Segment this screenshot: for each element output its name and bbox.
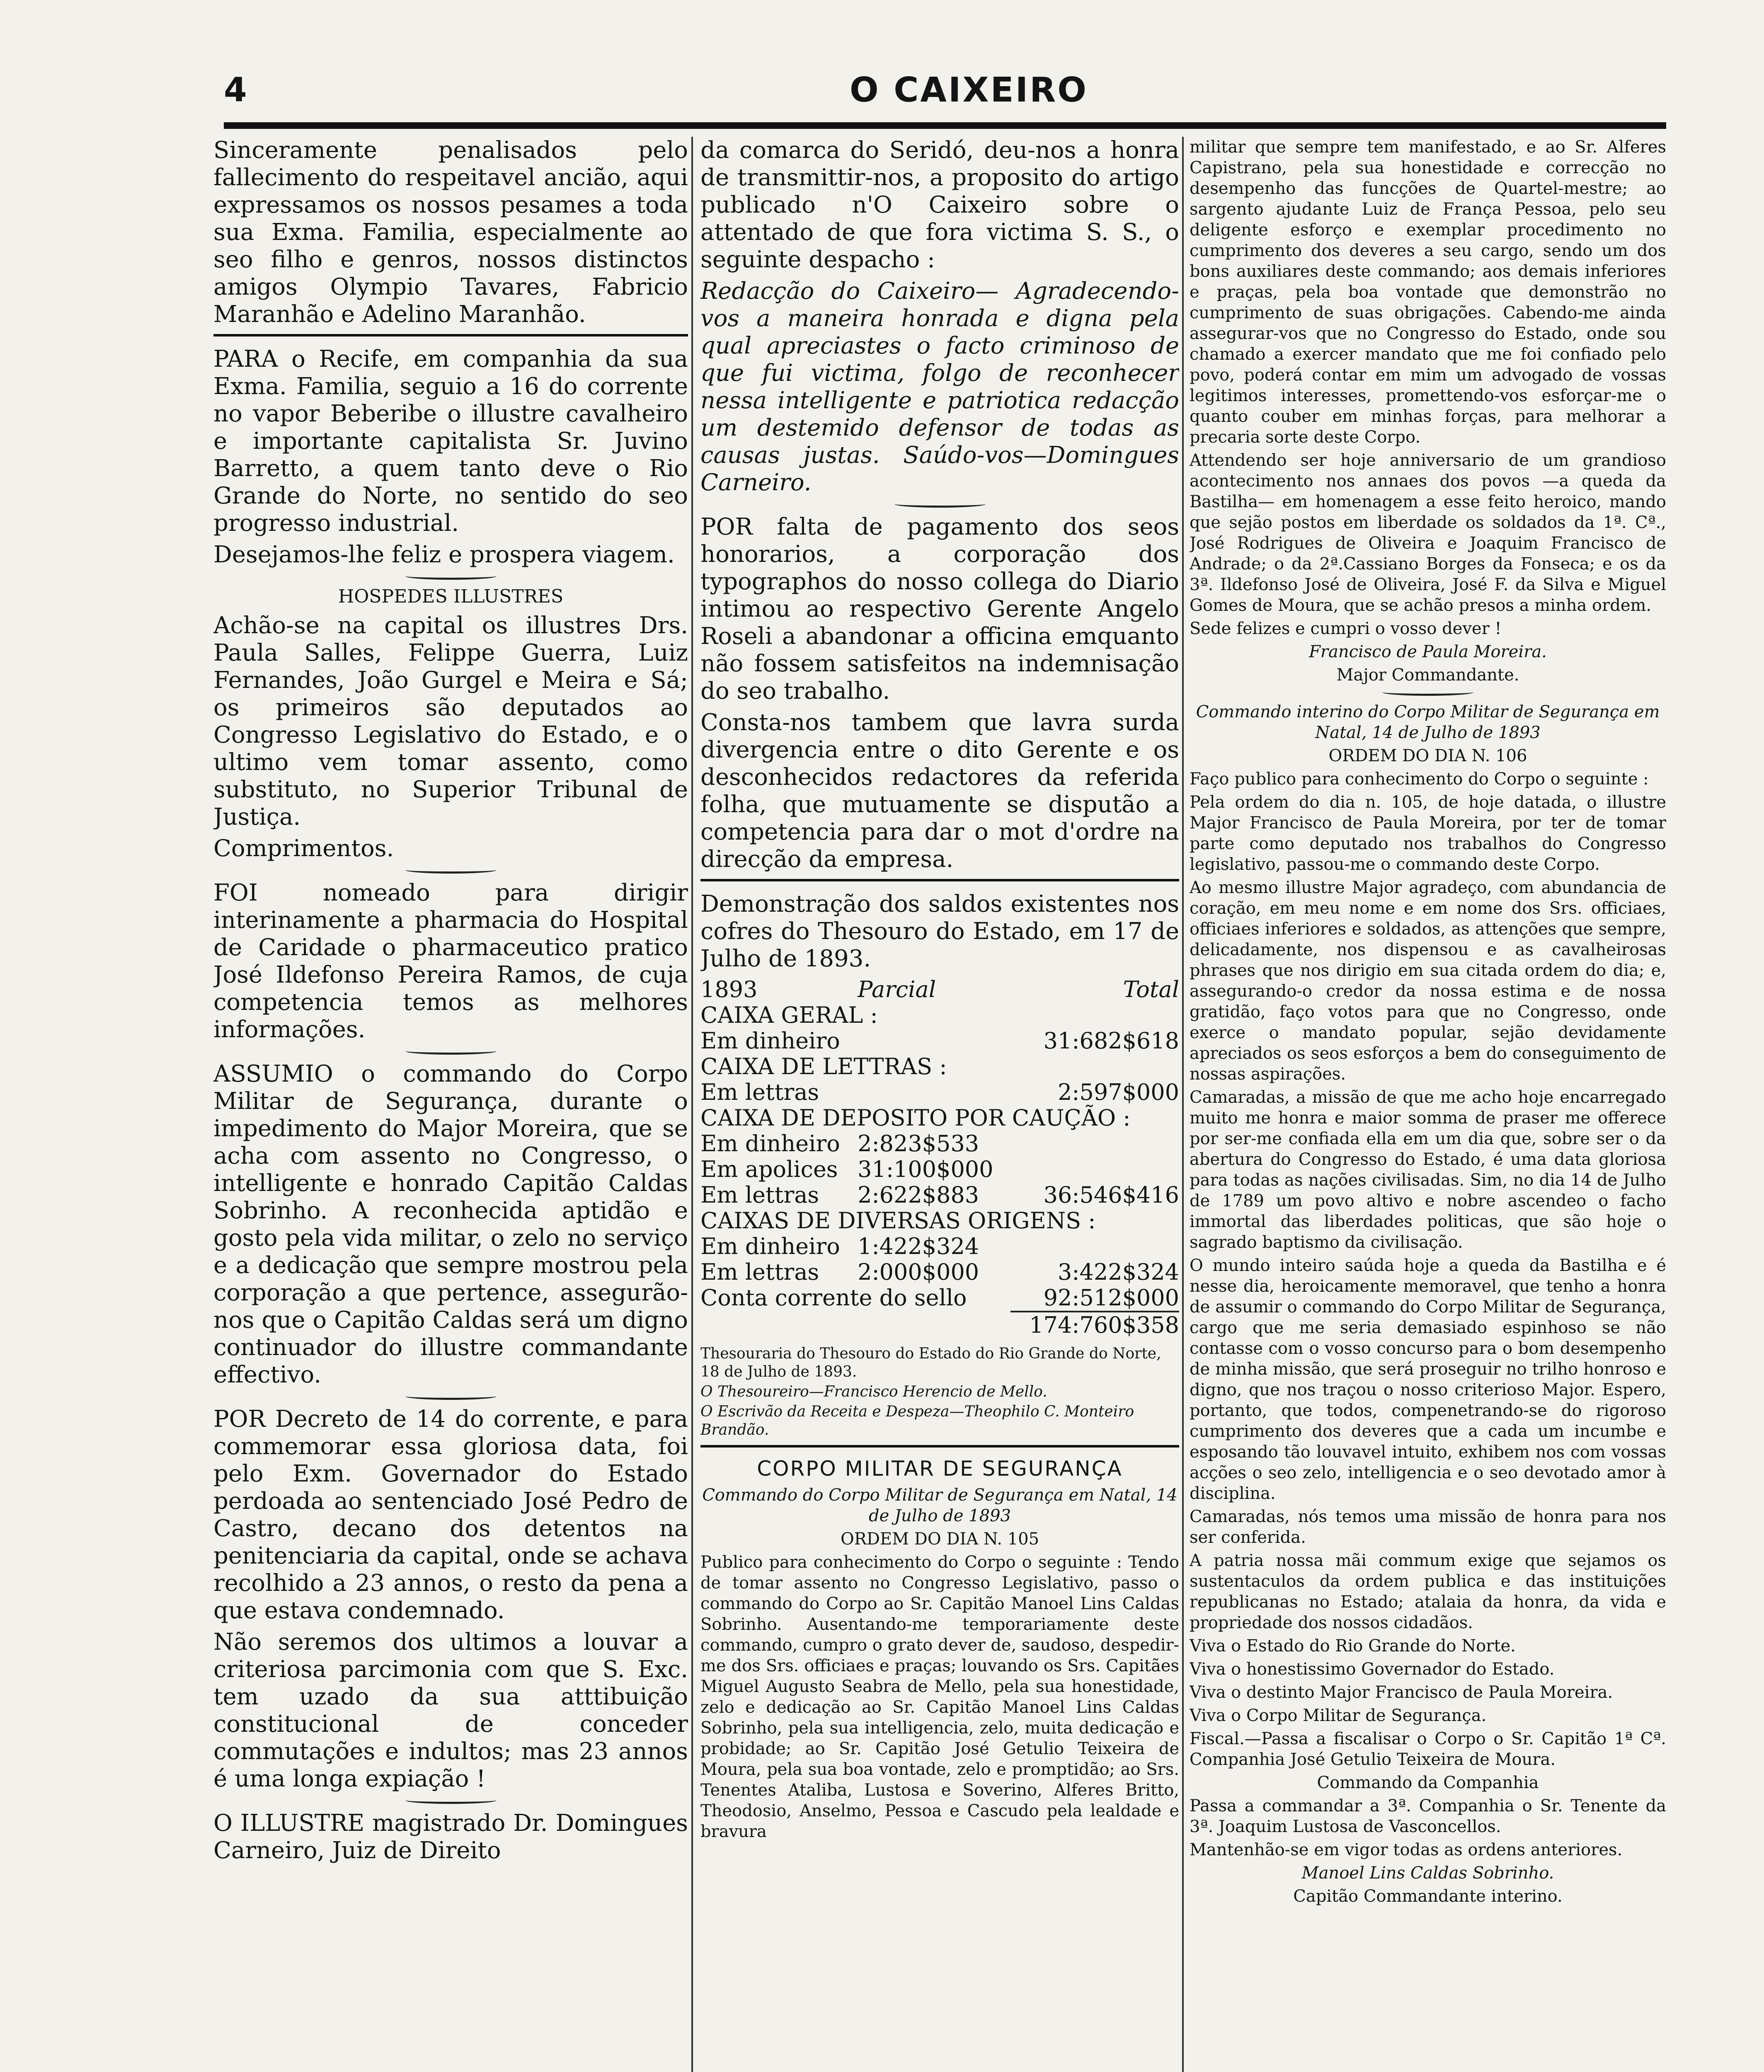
ornament-divider xyxy=(405,1797,497,1804)
table-row xyxy=(700,1157,1179,1182)
clerk-signature: O Escrivão da Receita e Despeza—Theophilo C. Monteiro Brandão. xyxy=(700,1403,1134,1438)
table-row xyxy=(700,1234,1179,1259)
table-cell: 1:422$324 xyxy=(858,1233,979,1259)
compliments-paragraph: Comprimentos. xyxy=(213,835,394,862)
separator xyxy=(700,879,1179,881)
table-cell: 1893 xyxy=(700,976,758,1002)
table-row xyxy=(700,1259,1179,1285)
travel-paragraph: PARA o Recife, em companhia da sua Exma. Familia, seguio a 16 do corrente no vapor Beberibe o illustre cavalheiro e importante capitalista Sr. Juvino Barretto, a quem tanto deve o Rio Grande do Norte, no sentido do seo progresso industrial. xyxy=(213,346,688,537)
signature: Manoel Lins Caldas Sobrinho. xyxy=(1301,1864,1554,1883)
order-intro: Faço publico para conhecimento do Corpo o seguinte : xyxy=(1190,770,1649,789)
praise-paragraph: Não seremos dos ultimos a louvar a criteriosa parcimonia com que S. Exc. tem uzado da sua atttibuição constitucional de conceder commutações e indultos; mas 23 annos é uma longa expiação ! xyxy=(213,1629,688,1792)
order-paragraph: Pela ordem do dia n. 105, de hoje datada, o illustre Major Francisco de Paula Moreira, por ter de tomar parte como deputado nos trabalhos do Congresso legislativo, passou-me o commando deste Corpo. xyxy=(1190,793,1666,874)
table-row xyxy=(700,1054,1179,1080)
ornament-divider xyxy=(405,1048,497,1055)
order-text: Publico para conhecimento do Corpo o seguinte : Tendo de tomar assento no Congresso Legislativo, passo o commando do Corpo ao Sr. Capitão Manoel Lins Caldas Sobrinho. Ausentando-me temporariamente deste commando, cumpro o grato dever de, saudoso, despedir-me dos Srs. officiaes e praças; louvando os Srs. Capitães Miguel Augusto Seabra de Mello, pela sua honestidade, zelo e dedicação ao Sr. Capitão Manoel Lins Caldas Sobrinho, pela sua intelligencia, zelo, muita dedicação e probidade; ao Sr. Capitão José Getulio Teixeira de Moura, pela sua boa vontade, zelo e promptidão; ao Srs. Tenentes Ataliba, Lustosa e Soverino, Alferes Britto, Theodosio, Anselmo, Pessoa e Cascudo pela lealdade e bravura xyxy=(700,1553,1179,1841)
table-cell: 2:597$000 xyxy=(1057,1079,1179,1105)
table-cell: Conta corrente do sello xyxy=(700,1285,967,1311)
table-cell: 2:000$000 xyxy=(858,1259,979,1285)
treasury-note: Thesouraria do Thesouro do Estado do Rio Grande do Norte, 18 de Julho de 1893. xyxy=(700,1345,1161,1380)
table-cell: CAIXA DE DEPOSITO POR CAUÇÃO : xyxy=(700,1105,1131,1131)
ornament-divider xyxy=(894,501,986,508)
orders-paragraph: Mantenhão-se em vigor todas as ordens anteriores. xyxy=(1190,1840,1623,1859)
order-paragraph: O mundo inteiro saúda hoje a queda da Bastilha e é nesse dia, heroicamente memoravel, que tenho a honra de assumir o commando do Corpo Militar de Segurança, cargo que me seria demasiado espinhoso se não contasse com o vosso concurso para o bom desempenho de minha missão, que será proseguir no trilho honroso e digno, que nos traçou o nosso criterioso Major. Espero, portanto, que todos, compenetrando-se do rigoroso cumprimento dos deveres que a cada um incumbe e esposando tão louvavel intuito, exhibem nos com vossas acções o seo zelo, intelligencia e o seo devotado amor à disciplina. xyxy=(1190,1256,1666,1503)
section-heading: CORPO MILITAR DE SEGURANÇA xyxy=(757,1457,1123,1481)
company-paragraph: Passa a commandar a 3ª. Companhia o Sr. Tenente da 3ª. Joaquim Lustosa de Vasconcellos. xyxy=(1190,1796,1666,1836)
table-row xyxy=(700,1105,1179,1131)
wishes-paragraph: Desejamos-lhe feliz e prospera viagem. xyxy=(213,541,675,568)
signature-title: Major Commandante. xyxy=(1336,666,1519,685)
table-row xyxy=(700,1312,1179,1338)
table-cell: Em lettras xyxy=(700,1079,819,1105)
header-rule xyxy=(224,122,1666,129)
bastille-paragraph: Attendendo ser hoje anniversario de um grandioso acontecimento nos annaes dos povos —a queda da Bastilha— em homenagem a esse feito heroico, mando que sejão postos em liberdade os soldados da 1ª. Cª., José Rodrigues de Oliveira e Joaquim Francisco de Andrade; o da 2ª.Cassiano Borges da Fonseca; e os da 3ª. Ildefonso José de Oliveira, José F. da Silva e Miguel Gomes de Moura, que se achão presos a minha ordem. xyxy=(1190,451,1666,615)
separator xyxy=(700,1445,1179,1447)
cheer-line: Viva o Estado do Rio Grande do Norte. xyxy=(1190,1636,1516,1656)
table-cell: CAIXA DE LETTRAS : xyxy=(700,1053,947,1080)
table-row xyxy=(700,1002,1179,1028)
ornament-divider xyxy=(405,1393,497,1400)
command-paragraph: ASSUMIO o commando do Corpo Militar de Segurança, durante o impedimento do Major Moreira, que se acha com assento no Congresso, o intelligente e honrado Capitão Caldas Sobrinho. A reconhecida aptidão e gosto pela vida militar, o zelo no serviço e a dedicação que sempre mostrou pela corporação a que pertence, assegurão-nos que o Capitão Caldas será um digno continuador do illustre commandante effectivo. xyxy=(213,1060,688,1388)
order-paragraph: A patria nossa mãi commum exige que sejamos os sustentaculos da ordem publica e das instituições republicanas no Estado; atalaia da honra, da vida e propriedade dos nossos cidadãos. xyxy=(1190,1551,1666,1632)
table-row xyxy=(700,1182,1179,1208)
cheer-line: Viva o Corpo Militar de Segurança. xyxy=(1190,1706,1487,1725)
table-cell: 31:682$618 xyxy=(1043,1028,1179,1054)
signature-title: Capitão Commandante interino. xyxy=(1293,1887,1563,1906)
command-dateline: Commando interino do Corpo Militar de Segurança em Natal, 14 de Julho de 1893 xyxy=(1196,702,1660,742)
page-header xyxy=(224,70,1737,120)
order-number: ORDEM DO DIA N. 106 xyxy=(1328,746,1527,765)
fiscal-paragraph: Fiscal.—Passa a fiscalisar o Corpo o Sr. Capitão 1ª Cª. Companhia José Getulio Teixeira de Moura. xyxy=(1190,1729,1666,1769)
decree-paragraph: POR Decreto de 14 do corrente, e para commemorar essa gloriosa data, foi pelo Exm. Governador do Estado perdoada ao sentenciado José Pedro de Castro, decano dos detentos na penitenciaria da capital, onde se achava recolhido a 23 annos, o resto da pena a que estava condemnado. xyxy=(213,1406,688,1624)
table-cell: 2:823$533 xyxy=(858,1130,979,1157)
balance-table xyxy=(700,977,1179,1338)
table-cell: 2:622$883 xyxy=(858,1182,979,1208)
table-row xyxy=(700,1080,1179,1105)
newspaper-title: O CAIXEIRO xyxy=(850,70,1088,110)
order-paragraph: Camaradas, nós temos uma missão de honra para nos ser conferida. xyxy=(1190,1507,1666,1547)
table-cell: Total xyxy=(1123,976,1179,1002)
table-cell: Em dinheiro xyxy=(700,1130,840,1157)
ornament-divider xyxy=(405,867,497,874)
order-paragraph: Ao mesmo illustre Major agradeço, com abundancia de coração, em meu nome e em nome dos Srs. officiaes, officiaes inferiores e soldados, as attenções que sempre, delicadamente, nos dispensou e as cavalheirosas phrases que nos dirigio em sua citada ordem do dia; e, assegurando-o credor da nossa estima e de nossa gratidão, faço votos para que no Congresso, onde exerce o mandato popular, sejão devidamente apreciados os seos esforços a bem do conseguimento de nossas aspirações. xyxy=(1190,878,1666,1084)
table-cell: Em lettras xyxy=(700,1259,819,1285)
table-cell: 31:100$000 xyxy=(858,1156,993,1182)
table-cell: Em dinheiro xyxy=(700,1233,840,1259)
table-cell: 92:512$000 xyxy=(1043,1285,1179,1311)
pharmacy-paragraph: FOI nomeado para dirigir interinamente a pharmacia do Hospital de Caridade o pharmaceutico pratico José Ildefonso Pereira Ramos, de cuja competencia temos as melhores informações. xyxy=(213,879,688,1043)
dispatch-text: Redacção do Caixeiro— Agradecendo-vos a maneira honrada e digna pela qual apreciastes o facto criminoso de que fui victima, folgo de reconhecer nessa intelligente e patriotica redacção um destemido defensor de todas as causas justas. Saúdo-vos—Domingues Carneiro. xyxy=(700,278,1179,496)
order-continuation: militar que sempre tem manifestado, e ao Sr. Alferes Capistrano, pela sua honestidade e correcção no desempenho das funcções de Quartel-mestre; ao sargento ajudante Luiz de França Pessoa, pelo seu deligente esforço e exemplar procedimento no cumprimento dos deveres a seu cargo, sendo um dos bons auxiliares deste commando; aos demais inferiores e praças, pela boa vontade que demonstrão no cumprimento de suas obrigações. Cabendo-me ainda assegurar-vos que no Congresso do Estado, onde sou chamado a exercer mandato que me foi confiado pelo povo, poderá contar em mim um advogado de vossas legitimos interesses, promettendo-vos esforçar-me o quanto couber em minhas forças, para melhorar a precaria sorte deste Corpo. xyxy=(1190,138,1666,447)
table-cell: 3:422$324 xyxy=(1057,1259,1179,1285)
table-row xyxy=(700,977,1179,1002)
cheer-line: Viva o honestissimo Governador do Estado. xyxy=(1190,1660,1555,1679)
column-divider xyxy=(1182,137,1184,2072)
table-cell: Em dinheiro xyxy=(700,1028,840,1054)
divergence-paragraph: Consta-nos tambem que lavra surda divergencia entre o dito Gerente e os desconhecidos redactores da referida folha, que mutuamente se disputão a competencia para dar o mot d'ordre na direcção da empresa. xyxy=(700,709,1179,873)
column-1 xyxy=(213,137,688,2072)
dispatch-intro: da comarca do Seridó, deu-nos a honra de transmittir-nos, a proposito do artigo publicado n'O Caixeiro sobre o attentado de que fora victima S. S., o seguinte despacho : xyxy=(700,137,1179,273)
table-row xyxy=(700,1208,1179,1234)
page-number: 4 xyxy=(224,70,247,109)
table-cell: Parcial xyxy=(858,976,936,1002)
cheer-line: Viva o destinto Major Francisco de Paula Moreira. xyxy=(1190,1683,1613,1702)
section-heading: HOSPEDES ILLUSTRES xyxy=(338,586,564,607)
table-cell: CAIXAS DE DIVERSAS ORIGENS : xyxy=(700,1208,1096,1234)
table-row xyxy=(700,1285,1179,1312)
ornament-divider xyxy=(405,573,497,580)
table-row xyxy=(700,1131,1179,1157)
ornament-divider xyxy=(1382,689,1473,696)
separator xyxy=(213,334,688,336)
table-cell: CAIXA GERAL : xyxy=(700,1002,878,1028)
subheading: Commando da Companhia xyxy=(1317,1773,1539,1792)
guests-paragraph: Achão-se na capital os illustres Drs. Paula Salles, Felippe Guerra, Luiz Fernandes, João Gurgel e Meira e Sá; os primeiros são deputados ao Congresso Legislativo do Estado, e o ultimo vem tomar assento, como substituto, no Superior Tribunal de Justiça. xyxy=(213,612,688,830)
obituary-paragraph: Sinceramente penalisados pelo fallecimento do respeitavel ancião, aqui expressamos os nossos pesames a toda sua Exma. Familia, especialmente ao seo filho e genros, nossos distinctos amigos Olympio Tavares, Fabricio Maranhão e Adelino Maranhão. xyxy=(213,137,688,328)
typographers-paragraph: POR falta de pagamento dos seos honorarios, a corporação dos typographos do nosso collega do Diario intimou ao respectivo Gerente Angelo Roseli a abandonar a officina emquanto não fossem satisfeitos na indemnisação do seo trabalho. xyxy=(700,513,1179,704)
table-cell: 174:760$358 xyxy=(1010,1312,1179,1338)
table-cell: 36:546$416 xyxy=(1043,1182,1179,1208)
magistrate-paragraph: O ILLUSTRE magistrado Dr. Domingues Carneiro, Juiz de Direito xyxy=(213,1810,688,1864)
table-row xyxy=(700,1028,1179,1054)
treasurer-signature: O Thesoureiro—Francisco Herencio de Mello. xyxy=(700,1383,1047,1400)
column-3 xyxy=(1190,137,1666,2072)
balance-title: Demonstração dos saldos existentes nos cofres do Thesouro do Estado, em 17 de Julho de 1893. xyxy=(700,891,1179,972)
column-divider xyxy=(691,137,693,2072)
signature: Francisco de Paula Moreira. xyxy=(1309,642,1547,661)
table-cell: Em apolices xyxy=(700,1156,838,1182)
order-paragraph: Camaradas, a missão de que me acho hoje encarregado muito me honra e maior somma de praser me offerece por ser-me confiada ella em um dia que, sobre ser o da abertura do Congresso do Estado, é uma data gloriosa para todas as nações civilisadas. Sim, no dia 14 de Julho de 1789 um povo altivo e nobre ascendeo o facho immortal das liberdades politicas, que são hoje o sagrado baptismo da civilisação. xyxy=(1190,1088,1666,1252)
order-number: ORDEM DO DIA N. 105 xyxy=(840,1530,1040,1549)
command-dateline: Commando do Corpo Militar de Segurança em Natal, 14 de Julho de 1893 xyxy=(702,1486,1178,1525)
table-cell: Em lettras xyxy=(700,1182,819,1208)
column-2 xyxy=(700,137,1179,2072)
closing-line: Sede felizes e cumpri o vosso dever ! xyxy=(1190,619,1502,638)
